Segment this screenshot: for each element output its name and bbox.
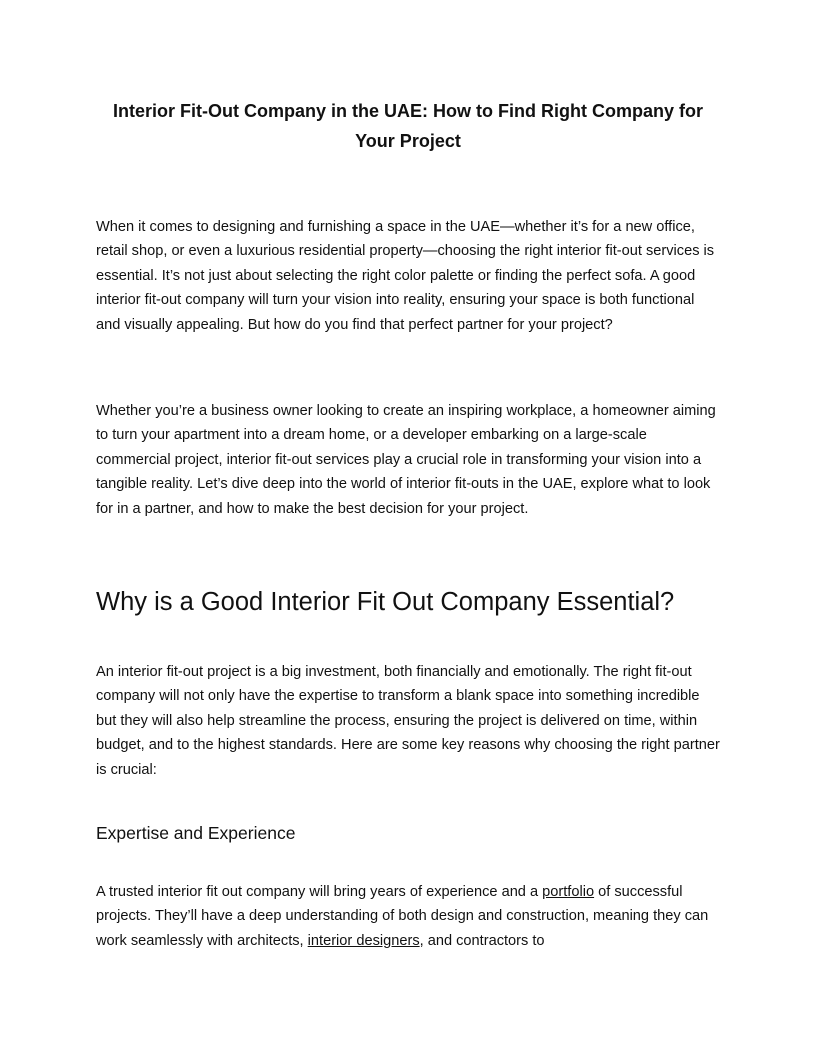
subsection-heading: Expertise and Experience [96, 823, 296, 843]
portfolio-link[interactable]: portfolio [542, 884, 595, 900]
intro-paragraph-2: Whether you’re a business owner looking to create an inspiring workplace, a homeowner aiming to turn your apartment into a dream home, or a developer embarking on a large-scale commercial project, interior fit-out services play a crucial role in transforming your vision into a tangible reality. Let’s dive deep into the world of interior fit-outs in the UAE, explore what to look for in a partner, and how to make the best decision for your project. [96, 403, 716, 517]
subsection-paragraph-text-1: A trusted interior fit out company will bring years of experience and a [96, 884, 543, 900]
subsection-paragraph [96, 880, 722, 953]
section-heading: Why is a Good Interior Fit Out Company Essential? [96, 588, 675, 616]
interior-designers-link[interactable]: interior designers [307, 932, 420, 949]
subsection-paragraph-text-2: of successful projects. They’ll have a deep understanding of both design and construction, meaning they can work seamlessly with architects, [96, 884, 709, 949]
section-paragraph: An interior fit-out project is a big investment, both financially and emotionally. The right fit-out company will not only have the expertise to transform a blank space into something incredible but they will also help streamline the process, ensuring the project is delivered on time, within budget, and to the highest standards. Here are some key reasons why choosing the right partner is crucial: [96, 664, 720, 778]
subsection-paragraph-text-3: , and contractors to [419, 932, 545, 949]
intro-paragraph-1: When it comes to designing and furnishing a space in the UAE—whether it’s for a new office, retail shop, or even a luxurious residential property—choosing the right interior fit-out services is essential. It’s not just about selecting the right color palette or finding the perfect sofa. A good interior fit-out company will turn your vision into reality, ensuring your space is both functional and visually appealing. But how do you find that perfect partner for your project? [96, 219, 715, 333]
document-title: Interior Fit-Out Company in the UAE: How to Find Right Company for Your Project [113, 101, 703, 151]
